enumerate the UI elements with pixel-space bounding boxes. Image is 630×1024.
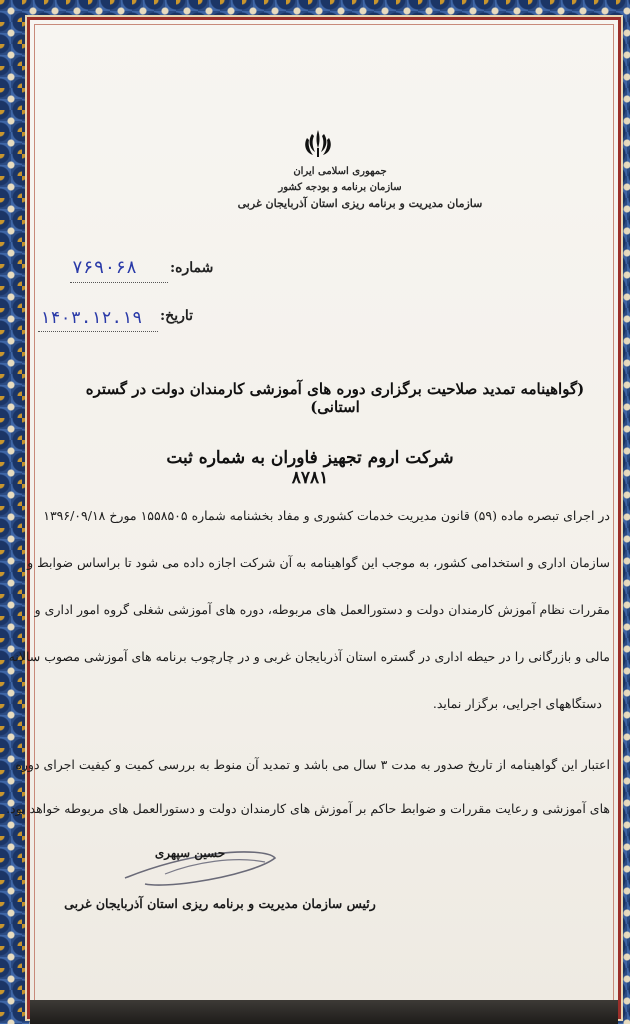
paragraph-1-line-2: سازمان اداری و استخدامی کشور، به موجب این گواهینامه به آن شرکت اجازه داده می شود تا براساس ضوابط و — [27, 555, 610, 570]
company-title: شرکت اروم تجهیز فاوران به شماره ثبت ۸۷۸۱ — [166, 448, 454, 488]
date-label: تاریخ: — [160, 308, 194, 324]
letterhead-country: جمهوری اسلامی ایران — [293, 166, 387, 177]
date-value: ۱۴۰۳.۱۲.۱۹ — [40, 308, 143, 328]
paragraph-2-line-2: های آموزشی و رعایت مقررات و ضوابط حاکم بر آموزش های کارمندان دولت و دستورالعمل های مربوطه خواهد بود. — [6, 801, 610, 816]
signatory-name: حسین سپهری — [154, 846, 226, 860]
paragraph-2-line-1: اعتبار این گواهینامه از تاریخ صدور به مدت ۳ سال می باشد و تمدید آن منوط به بررسی کمیت و کیفیت اجرای دوره — [15, 757, 610, 772]
signature-scribble — [115, 836, 285, 896]
date-dotted-line — [38, 331, 158, 332]
paragraph-2 — [6, 743, 610, 831]
number-dotted-line — [70, 282, 168, 283]
letterhead — [220, 164, 483, 212]
paragraph-1-line-5: دستگاههای اجرایی، برگزار نماید. — [432, 696, 602, 711]
letterhead-org2: سازمان مدیریت و برنامه ریزی استان آذربایجان غربی — [237, 197, 483, 210]
paragraph-1-line-4: مالی و بازرگانی را در حیطه اداری در گستره استان آذربایجان غربی و در چارچوب برنامه های آموزشی مصوب سالانه — [8, 649, 610, 664]
letterhead-org1: سازمان برنامه و بودجه کشور — [278, 182, 402, 193]
number-label: شماره: — [170, 260, 214, 276]
paragraph-1 — [8, 492, 610, 727]
paragraph-1-line-3: مقررات نظام آموزش کارمندان دولت و دستورالعمل های مربوطه، دوره های آموزشی شغلی گروه امور اداری و — [34, 602, 610, 617]
iran-emblem-icon — [300, 128, 336, 160]
paragraph-1-line-1: در اجرای تبصره ماده (۵۹) قانون مدیریت خدمات کشوری و مفاد بخشنامه شماره ۱۵۵۸۵۰۵ مورخ ۱۳۹۶/۰۹/۱۸ — [43, 508, 610, 523]
bottom-shadow-band — [30, 1000, 618, 1024]
number-value: ۷۶۹۰۶۸ — [72, 257, 138, 278]
signatory-title: رئیس سازمان مدیریت و برنامه ریزی استان آذربایجان غربی — [64, 896, 376, 911]
certificate-title: (گواهینامه تمدید صلاحیت برگزاری دوره های آموزشی کارمندان دولت در گستره استانی) — [85, 380, 585, 416]
